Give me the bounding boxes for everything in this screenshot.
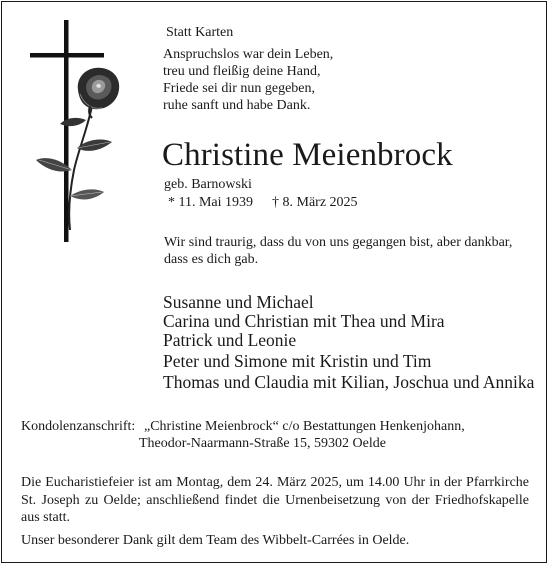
- thanks-line: Unser besonderer Dank gilt dem Team des Wibbelt-Carrées in Oelde.: [21, 533, 410, 548]
- death-date: † 8. März 2025: [272, 195, 358, 210]
- family-line: Susanne und Michael: [163, 292, 314, 312]
- obituary-card: [1, 1, 547, 563]
- condolence-label: Kondolenzanschrift:: [21, 419, 136, 434]
- maiden-name: geb. Barnowski: [164, 177, 252, 192]
- birth-date: * 11. Mai 1939: [168, 195, 254, 210]
- condolence-address: „Christine Meienbrock“ c/o Bestattungen Henkenjohann,: [144, 419, 465, 434]
- cross-icon: [30, 20, 104, 242]
- rose-icon: [36, 68, 119, 230]
- poem-line: ruhe sanft und habe Dank.: [163, 98, 311, 113]
- family-line: Peter und Simone mit Kristin und Tim: [163, 351, 432, 371]
- family-line: Patrick und Leonie: [163, 330, 297, 350]
- family-line: Carina und Christian mit Thea und Mira: [163, 311, 445, 331]
- message-line: dass es dich gab.: [164, 252, 259, 267]
- header-note: Statt Karten: [166, 25, 234, 40]
- poem-line: treu und fleißig deine Hand,: [163, 64, 321, 79]
- message-line: Wir sind traurig, dass du von uns gegangen bist, aber dankbar,: [164, 235, 513, 250]
- service-paragraph: Die Eucharistiefeier ist am Montag, dem 24. März 2025, um 14.00 Uhr in der Pfarrkirche St. Joseph zu Oelde; anschließend findet die Urnenbeisetzung von der Friedhofskapelle aus statt.: [21, 475, 529, 525]
- condolence-address: Theodor-Naarmann-Straße 15, 59302 Oelde: [139, 436, 386, 451]
- family-line: Thomas und Claudia mit Kilian, Joschua und Annika: [163, 372, 535, 392]
- poem-line: Anspruchslos war dein Leben,: [163, 47, 334, 62]
- deceased-name: Christine Meienbrock: [162, 137, 453, 173]
- cross-and-rose-illustration: [30, 20, 140, 242]
- poem-line: Friede sei dir nun gegeben,: [163, 81, 316, 96]
